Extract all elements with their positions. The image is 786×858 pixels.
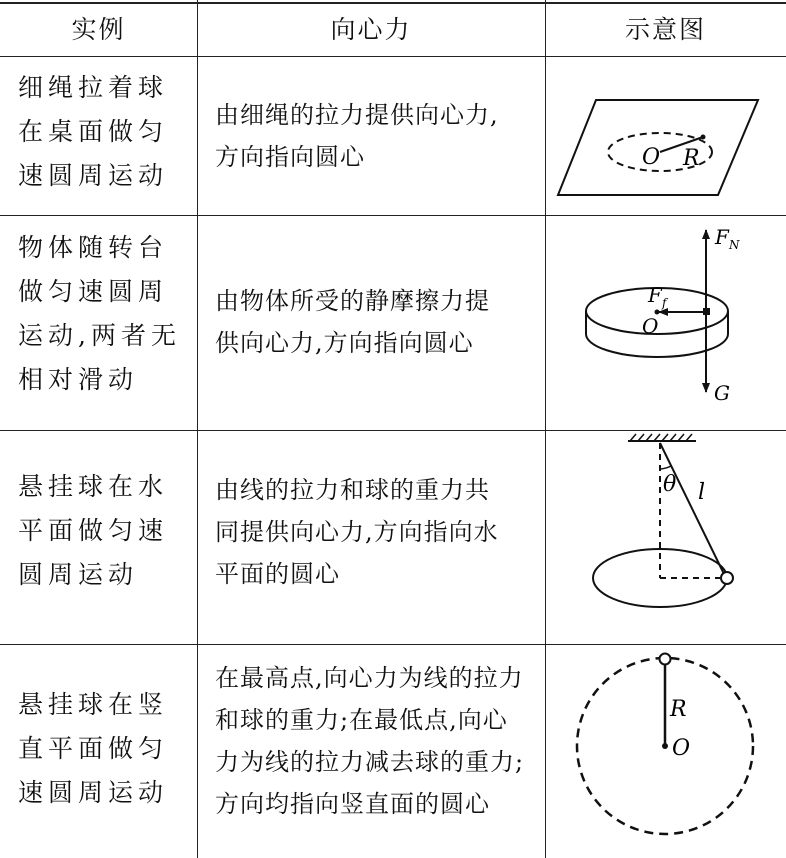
center-label: O [672, 736, 691, 761]
ball [660, 654, 671, 665]
row2-example-line: 物体随转台 [18, 233, 169, 262]
circle-center [662, 743, 668, 749]
radius-label: R [683, 146, 700, 171]
object-block [703, 308, 710, 315]
conical-pendulum-diagram [546, 431, 786, 644]
row2-example-line: 做匀速圆周 [18, 277, 169, 306]
row3-example [18, 465, 186, 597]
row2-force [215, 280, 535, 364]
header-example: 实例 [71, 15, 126, 44]
ball [721, 572, 733, 584]
friction-label: F [648, 283, 662, 307]
turntable-diagram [546, 216, 786, 430]
friction-subscript: f [662, 296, 667, 310]
row4-example-line: 速圆周运动 [18, 778, 169, 807]
row1-example-line: 速圆周运动 [18, 161, 169, 190]
row4-force [215, 657, 535, 825]
header-diagram: 示意图 [624, 15, 706, 44]
row1-example [18, 66, 186, 198]
center-label: O [642, 145, 661, 170]
row4-force-line: 在最高点,向心力为线的拉力 [215, 664, 524, 692]
row3-force [215, 469, 535, 595]
row3-example-line: 平面做匀速 [18, 516, 169, 545]
row4-example-line: 悬挂球在竖 [18, 690, 169, 719]
row3-force-line: 由线的拉力和球的重力共 [215, 476, 490, 504]
row2-example-line: 运动,两者无 [18, 321, 181, 350]
row4-example [18, 683, 186, 815]
center-label: O [642, 314, 659, 338]
length-label: l [698, 480, 706, 505]
row2-force-line: 由物体所受的静摩擦力提 [215, 287, 490, 315]
table-circular-motion-diagram [546, 57, 786, 215]
row3-example-line: 悬挂球在水 [18, 472, 169, 501]
row3-example-line: 圆周运动 [18, 560, 139, 589]
row1-force-line: 由细绳的拉力提供向心力, [215, 101, 499, 129]
angle-arc [660, 466, 671, 469]
row3-force-line: 同提供向心力,方向指向水 [215, 518, 499, 546]
row1-force [215, 94, 535, 178]
ceiling-hatch [630, 434, 692, 441]
ball [701, 135, 706, 140]
row1-example-line: 在桌面做匀 [18, 117, 169, 146]
header-force: 向心力 [330, 15, 412, 44]
row4-force-line: 方向均指向竖直面的圆心 [215, 790, 490, 818]
row4-example-line: 直平面做匀 [18, 734, 169, 763]
row1-force-line: 方向指向圆心 [215, 143, 365, 171]
row4-force-line: 和球的重力;在最低点,向心 [215, 706, 508, 734]
row2-example [18, 226, 186, 402]
normal-force-subscript: N [729, 238, 740, 252]
row3-force-line: 平面的圆心 [215, 560, 340, 588]
string [660, 443, 724, 574]
normal-force-label: F [715, 225, 729, 249]
row2-force-line: 供向心力,方向指向圆心 [215, 329, 474, 357]
gravity-label: G [714, 381, 730, 405]
row1-example-line: 细绳拉着球 [18, 73, 169, 102]
column-divider [197, 0, 198, 858]
angle-label: θ [663, 472, 677, 497]
row2-example-line: 相对滑动 [18, 365, 139, 394]
radius-label: R [670, 697, 687, 722]
vertical-circle-diagram [546, 645, 786, 858]
row4-force-line: 力为线的拉力减去球的重力; [215, 748, 525, 776]
